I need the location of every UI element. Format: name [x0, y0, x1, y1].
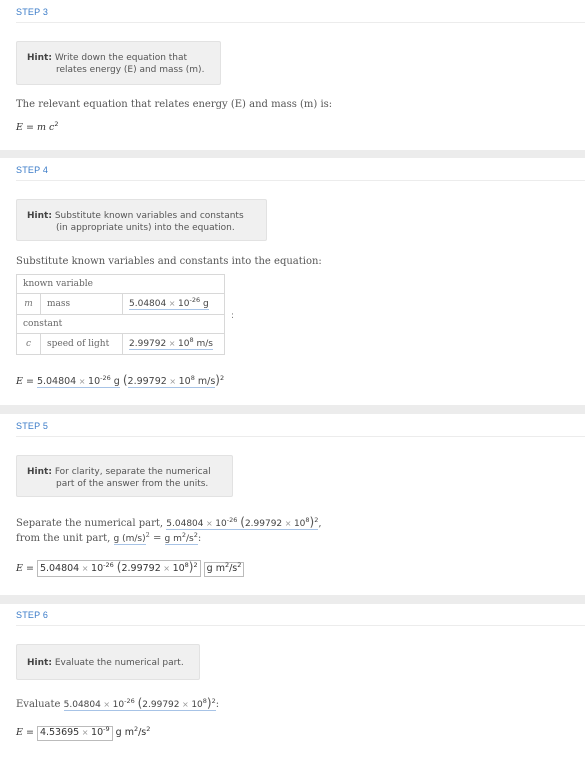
numerical-part-box: $5.04804 \times 10^{-26}$ $(2.99792 \times 10^8)^2$ — [37, 560, 201, 577]
divider — [16, 180, 585, 181]
variable-value: $2.99792 \times 10^8$ m/s — [123, 334, 225, 355]
variable-value: $5.04804 \times 10^{-26}$ g — [123, 294, 225, 315]
result-unit: g $m^2/s^2$ — [115, 725, 151, 738]
substituted-equation: $E = 5.04804 \times 10^{-26}$ g ($2.99792 \times 10^8$ m/s)$^2$ — [16, 373, 225, 387]
mass-light-product: m c — [36, 122, 55, 133]
variable-name: mass — [41, 294, 123, 315]
variable-symbol: c — [17, 334, 41, 355]
equation: E = m $c^2$ — [16, 120, 59, 133]
step-label: STEP 4 — [16, 165, 49, 175]
hint-box — [16, 199, 267, 241]
step-text: Substitute known variables and constants into the equation: — [16, 256, 322, 267]
table-header-row — [17, 275, 225, 294]
colon: : — [231, 311, 235, 321]
step-text: Evaluate $5.04804 \times 10^{-26}$ $(2.99792 \times 10^8)^2$: — [16, 696, 220, 710]
step-label: STEP 3 — [16, 7, 49, 17]
hint-text: For clarity, separate the numerical — [54, 467, 211, 477]
separated-equation: $E = 5.04804 \times 10^{-26}$ $(2.99792 \times 10^8)^2$ g $m^2/s^2$ — [16, 560, 244, 577]
hint-text-cont: relates energy (E) and mass (m). — [56, 65, 205, 75]
step-text-cont: from the unit part, g $(m/s)^2 = g$ $m^2/s^2$: — [16, 531, 202, 544]
table-row — [17, 294, 225, 315]
unit-part-box: g $m^2/s^2$ — [204, 562, 245, 577]
hint-box — [16, 41, 221, 85]
variable-name: speed of light — [41, 334, 123, 355]
divider — [16, 625, 585, 626]
energy-symbol: E — [16, 122, 23, 133]
variable-symbol: m — [17, 294, 41, 315]
step-5-panel — [0, 414, 585, 595]
hint-box — [16, 455, 233, 497]
table-header: known variable — [17, 275, 225, 294]
hint-text-cont: (in appropriate units) into the equation. — [56, 223, 235, 233]
hint-text-cont: part of the answer from the units. — [56, 479, 209, 489]
result-box: $4.53695 \times 10^{-9}$ — [37, 726, 113, 741]
step-text: Separate the numerical part, $5.04804 \times 10^{-26}$ $(2.99792 \times 10^8)^2$, — [16, 515, 322, 529]
step-4-panel — [0, 158, 585, 405]
hint-box — [16, 644, 200, 680]
divider — [16, 22, 585, 23]
step-label: STEP 5 — [16, 421, 49, 431]
hint-prefix: Hint: — [27, 53, 52, 63]
hint-text: Substitute known variables and constants — [54, 211, 244, 221]
hint-text: Write down the equation that — [54, 53, 188, 63]
table-row — [17, 334, 225, 355]
known-variables-table — [16, 274, 225, 355]
hint-prefix: Hint: — [27, 211, 52, 221]
step-3-panel — [0, 0, 585, 150]
table-header-row — [17, 315, 225, 334]
result-equation: $E = 4.53695 \times 10^{-9}$ g $m^2/s^2$ — [16, 726, 150, 741]
step-6-panel — [0, 604, 585, 760]
hint-text: Evaluate the numerical part. — [54, 658, 184, 668]
hint-prefix: Hint: — [27, 467, 52, 477]
exponent: 2 — [54, 120, 59, 128]
table-header: constant — [17, 315, 225, 334]
hint-prefix: Hint: — [27, 658, 52, 668]
step-label: STEP 6 — [16, 610, 49, 620]
step-text: The relevant equation that relates energy (E) and mass (m) is: — [16, 99, 333, 110]
divider — [16, 436, 585, 437]
